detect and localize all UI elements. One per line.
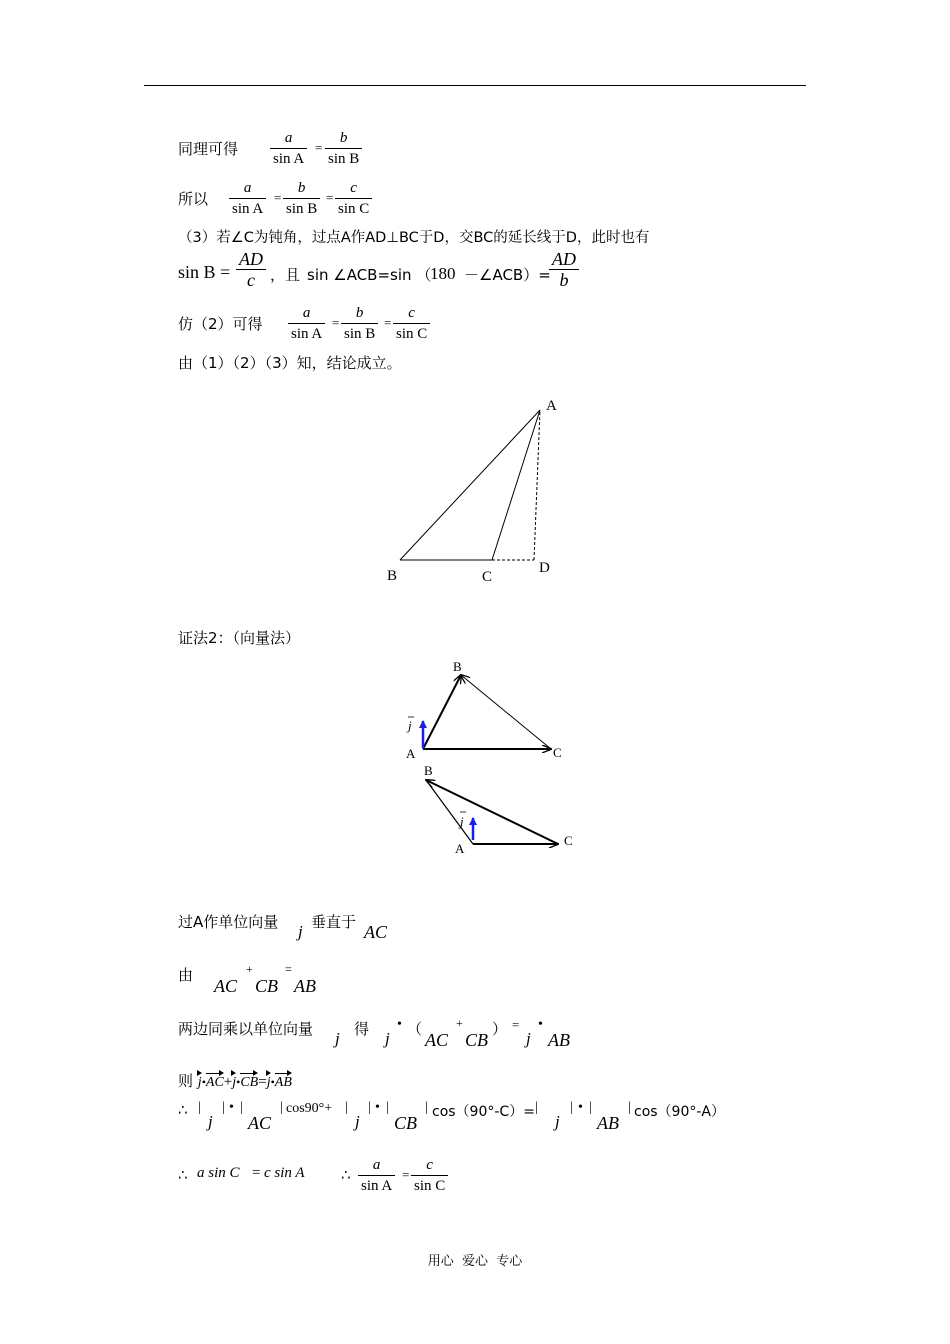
symbol-j: j [355, 1112, 360, 1131]
label-D: D [539, 560, 550, 576]
text-guo: 过A作单位向量 [178, 913, 279, 931]
plus-sign: + [456, 1016, 463, 1030]
fraction-a-sinA: $\frac{a}{\text{sin A}}$ [288, 303, 325, 344]
equals-sign: = [326, 190, 334, 205]
dot-operator: • [229, 1100, 234, 1115]
equals-sign: = [315, 140, 323, 155]
therefore-symbol: ∴ [178, 1101, 188, 1119]
text-fang: 仿（2）可得 [178, 315, 263, 333]
symbol-AC: AC [425, 1030, 449, 1050]
symbol-CB: CB [465, 1030, 489, 1050]
dot-operator: • [578, 1100, 583, 1115]
equals-sign: = [252, 1165, 261, 1181]
fraction-AD-b: $\frac{AD}{b}$ [549, 249, 579, 290]
label-B: B [387, 568, 398, 584]
fraction-a-sinA: $\frac{a}{\text{sin A}}$ [270, 128, 307, 169]
text-cos-90-C: cos（90°-C）= [432, 1104, 535, 1120]
symbol-j: j [208, 1112, 213, 1131]
abs-bar: | [535, 1100, 538, 1115]
abs-bar: | [628, 1100, 631, 1115]
abs-bar: | [222, 1100, 225, 1115]
equals-sign: = [384, 315, 392, 330]
figure-obtuse-triangle [370, 390, 590, 590]
equals-sign: = [332, 315, 340, 330]
abs-bar: | [198, 1100, 201, 1115]
label-C: C [482, 569, 493, 585]
equals-sign: = [402, 1167, 410, 1182]
vector-equation: 则 j•AC+j•CB=j•AB [178, 1072, 292, 1090]
text-tongli: 同理可得 [178, 140, 239, 158]
symbol-AB: AB [597, 1113, 619, 1133]
text-180: 180 [430, 264, 456, 283]
side-CA [492, 410, 540, 560]
label-C: C [564, 833, 573, 848]
fraction-a-sinA: $\frac{a}{\text{sin A}}$ [358, 1155, 395, 1196]
abs-bar: | [570, 1100, 573, 1115]
symbol-CB: CB [255, 976, 279, 996]
fraction-AD-c: $\frac{AD}{c}$ [236, 249, 266, 290]
label-j: j [460, 814, 464, 829]
text-minus-acb: －∠ACB）= [464, 266, 551, 284]
text-cos-90-A: cos（90°-A） [634, 1104, 725, 1120]
footer-text: 用心 爱心 专心 [427, 1254, 523, 1269]
text-sin-angle: sin ∠ACB=sin （ [307, 266, 432, 284]
vector-CB [426, 780, 558, 844]
equals-sign: = [512, 1017, 520, 1032]
vector-CB [461, 675, 551, 749]
label-A: A [455, 841, 465, 856]
symbol-AB: AB [294, 976, 316, 996]
label-B: B [424, 763, 433, 778]
text-de: 得 [354, 1020, 370, 1038]
fraction-b-sinB: $\frac{b}{\text{sin B}}$ [283, 178, 320, 219]
expr-asinC: a sin C [197, 1165, 240, 1181]
abs-bar: | [386, 1100, 389, 1115]
fraction-c-sinC: $\frac{c}{\text{sin C}}$ [393, 303, 430, 344]
therefore-symbol: ∴ [178, 1166, 188, 1184]
symbol-AC: AC [248, 1113, 272, 1133]
dot-operator: • [375, 1100, 380, 1115]
label-C: C [553, 745, 562, 760]
equals-sign: = [274, 190, 282, 205]
sinB-eq: sin B = [178, 262, 231, 282]
symbol-j: j [298, 922, 303, 941]
symbol-j: j [555, 1112, 560, 1131]
fraction-b-sinB: $\frac{b}{\text{sin B}}$ [341, 303, 378, 344]
abs-bar: | [368, 1100, 371, 1115]
expr-csinA: c sin A [264, 1165, 305, 1181]
symbol-AC: AC [364, 922, 388, 942]
fraction-c-sinC: $\frac{c}{\text{sin C}}$ [335, 178, 372, 219]
text-cos90plus: cos90°+ [286, 1101, 333, 1116]
figure-vector-triangle-2 [418, 760, 588, 860]
abs-bar: | [240, 1100, 243, 1115]
symbol-j: j [526, 1029, 531, 1048]
fraction-b-sinB: $\frac{b}{\text{sin B}}$ [325, 128, 362, 169]
text-method2: 证法2：（向量法） [178, 629, 301, 647]
symbol-j: j [385, 1029, 390, 1048]
label-A: A [546, 398, 557, 414]
figure-vector-triangle-1 [395, 655, 575, 765]
fraction-c-sinC: $\frac{c}{\text{sin C}}$ [411, 1155, 448, 1196]
symbol-AB: AB [548, 1030, 570, 1050]
text-case3: （3）若∠C为钝角，过点A作AD⊥BC于D，交BC的延长线于D，此时也有 [178, 230, 650, 246]
symbol-AC: AC [214, 976, 238, 996]
vector-AB [423, 675, 461, 749]
text-qie: ，且 [270, 266, 301, 284]
symbol-CB: CB [394, 1113, 418, 1133]
abs-bar: | [280, 1100, 283, 1115]
symbol-j: j [335, 1029, 340, 1048]
equals-sign: = [285, 962, 292, 976]
abs-bar: | [345, 1100, 348, 1115]
label-j: j [408, 718, 412, 733]
text-chuizhi: 垂直于 [311, 913, 357, 931]
label-A: A [406, 746, 416, 761]
header-rule [144, 85, 806, 86]
therefore-symbol: ∴ [341, 1166, 351, 1184]
left-paren: （ [407, 1020, 423, 1038]
dot-operator: • [538, 1017, 543, 1032]
dot-operator: • [397, 1017, 402, 1032]
abs-bar: | [425, 1100, 428, 1115]
text-you: 由 [178, 966, 194, 984]
altitude-AD [534, 410, 540, 560]
fraction-a-sinA: $\frac{a}{\text{sin A}}$ [229, 178, 266, 219]
right-paren: ） [492, 1020, 508, 1038]
text-conclusion: 由（1）（2）（3）知，结论成立。 [178, 354, 402, 372]
text-liangbian: 两边同乘以单位向量 [178, 1020, 314, 1038]
side-BA [400, 410, 540, 560]
label-B: B [453, 659, 462, 674]
abs-bar: | [589, 1100, 592, 1115]
text-suoyi: 所以 [178, 190, 209, 208]
plus-sign: + [246, 962, 253, 976]
